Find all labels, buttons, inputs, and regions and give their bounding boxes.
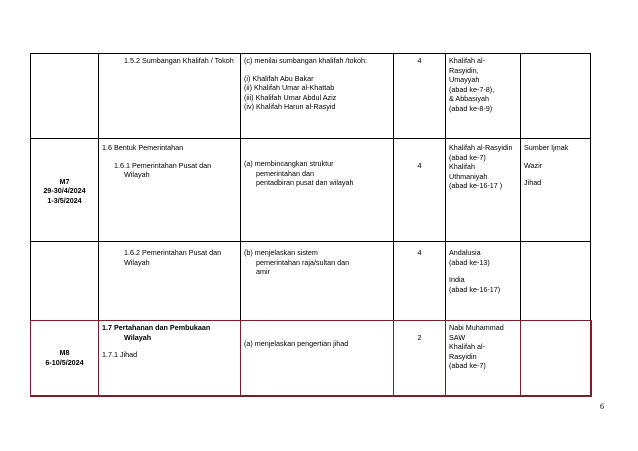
lesson-plan-table [30, 53, 591, 396]
standard-line [244, 66, 390, 74]
topic-cell [99, 242, 241, 321]
hours-value: 4 [417, 248, 422, 257]
week-date: 1-3/5/2024 [47, 195, 82, 205]
week-cell [31, 54, 99, 139]
notes-line: (abad ke-16-17) [449, 284, 501, 294]
notes-line: Rasyidin [449, 351, 477, 361]
topic-line: 1.7.1 Jihad [102, 350, 138, 360]
hours-value: 2 [417, 333, 422, 342]
topic-cell [99, 54, 241, 139]
topic-cell [99, 139, 241, 242]
notes-line: Khalifah [449, 162, 475, 172]
notes-line: (abad ke-8-9) [449, 103, 493, 113]
standard-cell [241, 242, 394, 321]
topic-line: 1.7 Pertahanan dan Pembukaan [102, 323, 211, 332]
standard-line [244, 151, 390, 159]
week-cell [31, 242, 99, 321]
topic-line: 1.6.2 Pemerintahan Pusat dan [124, 248, 222, 257]
week-cell [31, 139, 99, 242]
topic-line: 1.5.2 Sumbangan Khalifah / Tokoh [124, 56, 234, 65]
notes-line: Khalifah al-Rasyidin [449, 143, 513, 152]
standard-cell [241, 139, 394, 242]
standard-line [244, 143, 390, 151]
standard-line [244, 323, 390, 331]
table-row [31, 139, 591, 242]
notes-line: & Abbasiyah [449, 94, 489, 104]
page-number: 6 [600, 402, 604, 411]
week-label: M7 [59, 176, 70, 186]
notes-line: Khalifah al- [449, 342, 485, 352]
notes-line: (abad ke-7) [449, 361, 486, 371]
notes-line: (abad ke-7) [449, 152, 486, 162]
standard-line: (b) menjelaskan sistem [244, 248, 318, 257]
table-row [31, 54, 591, 139]
standard-cell [241, 54, 394, 139]
hours-value: 4 [417, 161, 422, 170]
notes-line: Andalusia [449, 248, 481, 257]
standard-line: pemerintahan dan [256, 168, 314, 178]
standard-line: (i) Khalifah Abu Bakar [244, 73, 314, 83]
notes-line: (abad ke-13) [449, 257, 490, 267]
extra-cell [521, 54, 591, 139]
notes-cell [446, 242, 521, 321]
notes-cell [446, 139, 521, 242]
hours-value: 4 [417, 56, 422, 65]
topic-line: 1.6 Bentuk Pemerintahan [102, 143, 184, 152]
standard-line: (a) menjelaskan pengertian jihad [244, 339, 349, 348]
topic-line: Wilayah [124, 332, 152, 342]
extra-cell [521, 321, 591, 396]
notes-line: Umayyah [449, 75, 480, 85]
topic-line [102, 153, 237, 161]
topic-line [102, 342, 237, 350]
notes-cell [446, 321, 521, 396]
notes-line: SAW [449, 332, 466, 342]
week-date: 29-30/4/2024 [43, 186, 86, 196]
topic-line: Wilayah [124, 170, 150, 180]
extra-line: Jihad [524, 178, 542, 188]
standard-line: amir [256, 267, 270, 277]
standard-line: pemerintahan raja/sultan dan [256, 257, 350, 267]
table-row [31, 242, 591, 321]
standard-line: (iv) Khalifah Harun al-Rasyid [244, 102, 336, 112]
notes-cell [446, 54, 521, 139]
notes-line: India [449, 275, 465, 285]
standard-line [244, 331, 390, 339]
extra-line: Sumber Ijmak [524, 143, 569, 152]
topic-line: Wilayah [124, 257, 150, 267]
week-date: 6-10/5/2024 [45, 358, 84, 367]
hours-cell [394, 242, 446, 321]
notes-line: Khalifah al- [449, 56, 485, 65]
notes-line: Nabi Muhammad [449, 323, 504, 332]
notes-line [449, 267, 517, 275]
topic-line: 1.6.1 Pemerintahan Pusat dan [114, 160, 212, 170]
standard-line: (a) membincangkan struktur [244, 159, 334, 168]
hours-cell [394, 54, 446, 139]
hours-cell [394, 139, 446, 242]
standard-line: (c) menilai sumbangan khalifah /tokoh: [244, 56, 368, 65]
standard-cell [241, 321, 394, 396]
notes-line: Uthmaniyah [449, 171, 488, 181]
standard-line: (ii) Khalifah Umar al-Khattab [244, 83, 335, 93]
extra-cell [521, 242, 591, 321]
week-cell [31, 321, 99, 396]
week-label: M8 [59, 348, 70, 358]
notes-line: (abad ke-16-17 ) [449, 181, 503, 191]
extra-line [524, 170, 587, 178]
extra-line: Wazir [524, 160, 543, 170]
standard-line: pentadbiran pusat dan wilayah [256, 178, 354, 188]
notes-line: Rasyidin, [449, 65, 479, 75]
topic-cell [99, 321, 241, 396]
hours-cell [394, 321, 446, 396]
standard-line: (iii) Khalifah Umar Abdul Aziz [244, 92, 337, 102]
extra-cell [521, 139, 591, 242]
notes-line: (abad ke-7-8), [449, 84, 495, 94]
table-row [31, 321, 591, 396]
extra-line [524, 153, 587, 161]
